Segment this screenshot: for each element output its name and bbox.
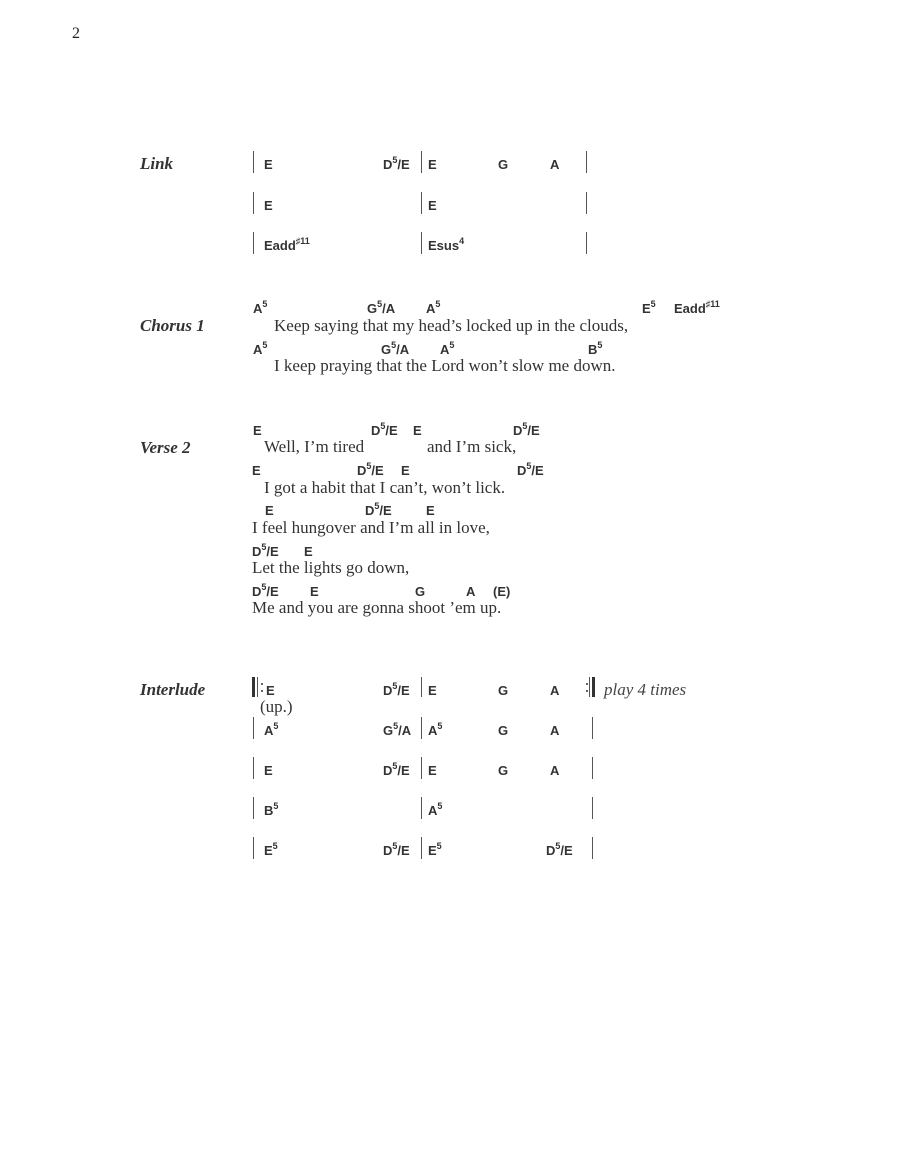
barline (421, 837, 422, 859)
chord: E (310, 584, 319, 599)
barline (421, 797, 422, 819)
section-label-interlude: Interlude (140, 680, 206, 699)
chord: $A^5$ (428, 720, 443, 738)
chord: $D^5/E$ (383, 154, 410, 172)
barline (421, 757, 422, 779)
chord: $A^5$ (253, 339, 268, 357)
chord: $G^5/A$ (383, 720, 412, 738)
chord: G (498, 683, 509, 698)
chord: $G^5/A$ (367, 298, 396, 316)
chord: G (415, 584, 426, 599)
repeat-note: play 4 times (604, 680, 687, 699)
barline (586, 192, 587, 214)
lyric-line: I got a habit that I can’t, won’t lick. (264, 478, 506, 497)
chord: $D^5/E$ (383, 840, 410, 858)
repeat-end-thin-bar (589, 677, 590, 697)
barline (253, 192, 254, 214)
chord: (E) (493, 584, 511, 599)
chord: E (413, 423, 422, 438)
lyric-line: Me and you are gonna shoot ’em up. (252, 598, 502, 617)
repeat-end-thick-bar (592, 677, 595, 697)
chord: E (426, 503, 435, 518)
barline (253, 717, 254, 739)
chord: E (264, 157, 273, 172)
chord: $D^5/E$ (513, 420, 540, 438)
chord: $D^5/E$ (383, 760, 410, 778)
barline (253, 837, 254, 859)
lyric-line: Well, I’m tired (264, 437, 365, 456)
barline (592, 717, 593, 739)
chord: E (266, 683, 275, 698)
chord: $D^5/E$ (357, 460, 384, 478)
chord: $E^5$ (264, 840, 278, 858)
page-number: 2 (72, 25, 80, 42)
barline (253, 797, 254, 819)
chord: $D^5/E$ (383, 680, 410, 698)
section-label-chorus-1: Chorus 1 (140, 316, 205, 335)
barline (253, 757, 254, 779)
section-label-verse-2: Verse 2 (140, 438, 191, 457)
chord: $E^5$ (428, 840, 442, 858)
chord: $A^5$ (428, 800, 443, 818)
chord: E (428, 157, 437, 172)
chord: Eadd$^{♯11}$ (674, 298, 720, 316)
chord: $A^5$ (253, 298, 268, 316)
chord: E (253, 423, 262, 438)
barline (592, 797, 593, 819)
barline (253, 232, 254, 254)
repeat-dot (586, 690, 588, 692)
chord: G (498, 157, 509, 172)
chord: A (550, 723, 560, 738)
barline (421, 717, 422, 739)
chord: $E^5$ (642, 298, 656, 316)
barline (421, 192, 422, 214)
chord: $D^5/E$ (252, 581, 279, 599)
repeat-dot (261, 683, 263, 685)
barline (592, 757, 593, 779)
barline (421, 232, 422, 254)
section-label-link: Link (140, 154, 174, 173)
lyric-line: I feel hungover and I’m all in love, (252, 518, 490, 537)
repeat-start-thick-bar (252, 677, 255, 697)
lyric-line: Let the lights go down, (252, 558, 410, 577)
chord: E (401, 463, 410, 478)
chord: $B^5$ (264, 800, 279, 818)
repeat-dot (261, 690, 263, 692)
chord: A (550, 683, 560, 698)
chord: $A^5$ (426, 298, 441, 316)
barline (421, 677, 422, 697)
chord: A (466, 584, 476, 599)
chord: $D^5/E$ (365, 500, 392, 518)
cue-text: (up.) (260, 697, 293, 716)
chord: E (264, 198, 273, 213)
lyric-line: Keep saying that my head’s locked up in the clouds, (274, 316, 629, 335)
barline (586, 232, 587, 254)
barline (421, 151, 422, 173)
chord: $G^5/A$ (381, 339, 410, 357)
chord: E (304, 544, 313, 559)
chord: E (428, 763, 437, 778)
chord: A (550, 157, 560, 172)
chord: $D^5/E$ (252, 541, 279, 559)
chord: Esus$^4$ (428, 235, 465, 253)
chord: Eadd$^{♯11}$ (264, 235, 310, 253)
chord: $D^5/E$ (371, 420, 398, 438)
chord: E (265, 503, 274, 518)
chord: E (252, 463, 261, 478)
chord: G (498, 763, 509, 778)
chord: G (498, 723, 509, 738)
lyric-line: I keep praying that the Lord won’t slow me down. (274, 356, 616, 375)
repeat-dot (586, 683, 588, 685)
chord: $A^5$ (440, 339, 455, 357)
barline (586, 151, 587, 173)
chord: A (550, 763, 560, 778)
chord: $D^5/E$ (546, 840, 573, 858)
repeat-start-thin-bar (257, 677, 258, 697)
barline (592, 837, 593, 859)
chord: E (428, 683, 437, 698)
lyric-line: and I’m sick, (427, 437, 517, 456)
chord: $B^5$ (588, 339, 603, 357)
chord: E (428, 198, 437, 213)
chord: $A^5$ (264, 720, 279, 738)
barline (253, 151, 254, 173)
chord: E (264, 763, 273, 778)
chord: $D^5/E$ (517, 460, 544, 478)
